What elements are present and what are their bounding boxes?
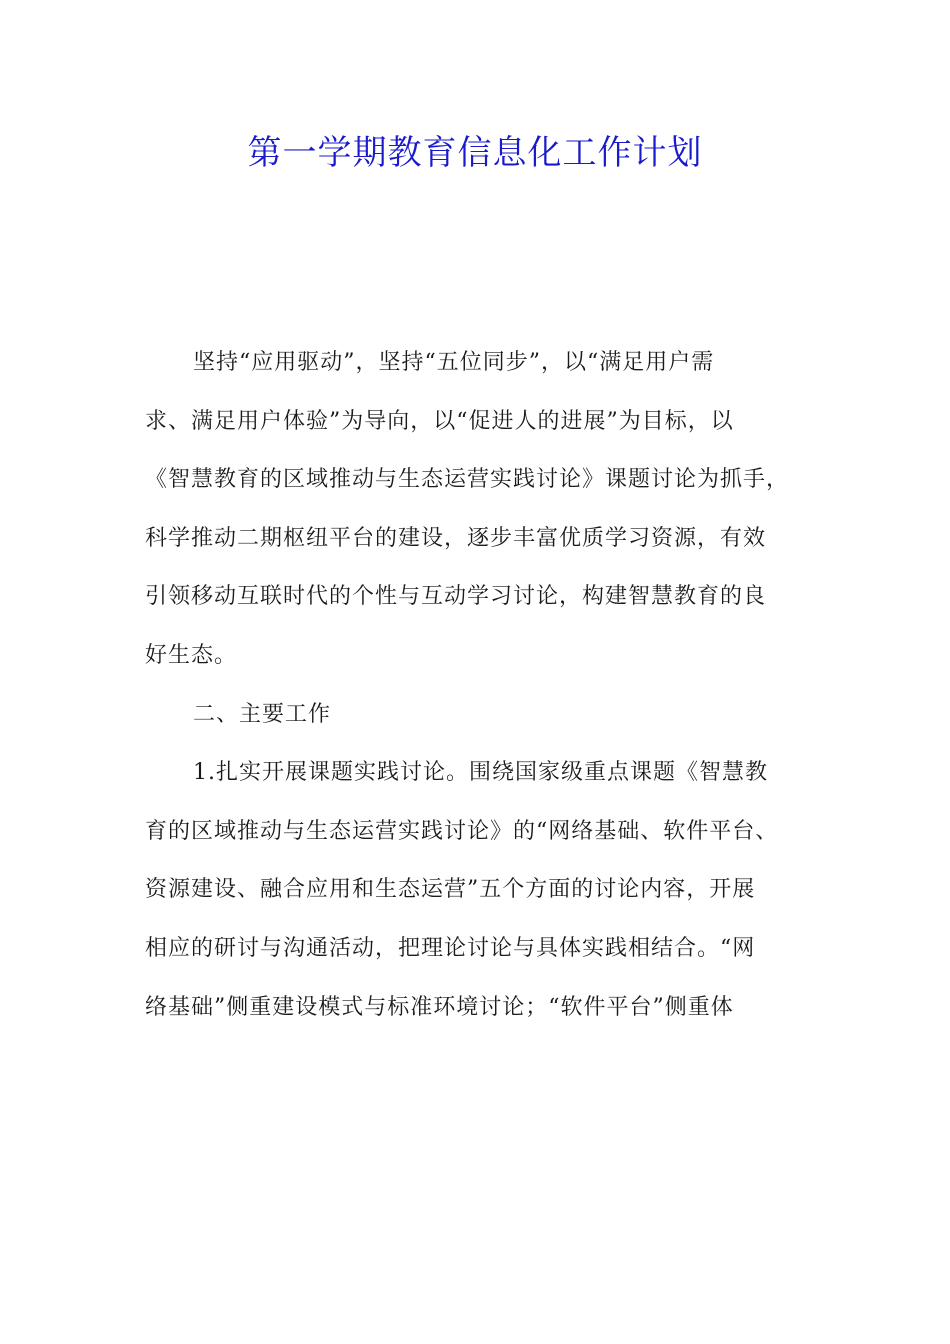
paragraph-line: 《智慧教育的区域推动与生态运营实践讨论》课题讨论为抓手， [145,467,790,493]
paragraph-line: 好生态。 [145,642,238,668]
section-heading: 二、主要工作 [193,701,332,727]
paragraph-line: 坚持“应用驱动”，坚持“五位同步”，以“满足用户需 [193,350,715,375]
document-body [145,334,807,1037]
document-title: 第一学期教育信息化工作计划 [247,133,703,173]
paragraph-line: 求、满足用户体验”为导向，以“促进人的进展”为目标，以 [145,408,734,434]
paragraph-line: 相应的研讨与沟通活动，把理论讨论与具体实践相结合。“网 [145,935,756,961]
paragraph-line: 引领移动互联时代的个性与互动学习讨论，构建智慧教育的良 [145,584,767,610]
paragraph-line: 络基础”侧重建设模式与标准环境讨论；“软件平台”侧重体 [145,994,734,1020]
paragraph-line: 资源建设、融合应用和生态运营”五个方面的讨论内容，开展 [145,877,756,903]
paragraph-line: 育的区域推动与生态运营实践讨论》的“网络基础、软件平台、 [145,818,779,844]
paragraph-line: 1.扎实开展课题实践讨论。围绕国家级重点课题《智慧教 [193,760,768,786]
paragraph-line: 科学推动二期枢纽平台的建设，逐步丰富优质学习资源，有效 [145,525,767,551]
